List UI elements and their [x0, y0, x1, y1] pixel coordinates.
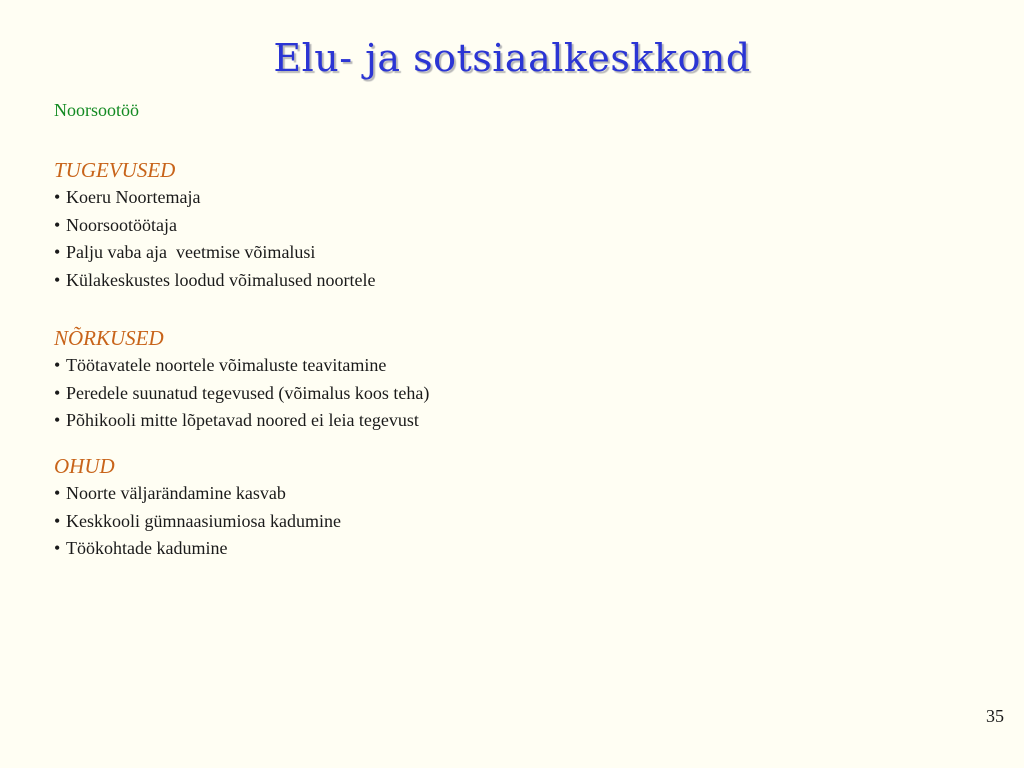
bullet-item	[54, 212, 375, 240]
bullet-item	[54, 535, 341, 563]
bullet-list-weaknesses	[54, 352, 429, 435]
bullet-mark: •	[54, 410, 61, 430]
bullet-item	[54, 267, 375, 295]
bullet-mark: •	[54, 510, 61, 531]
bullet-mark: •	[54, 187, 61, 207]
bullet-mark: •	[54, 269, 61, 290]
section-heading-threats: OHUD	[54, 454, 115, 478]
bullet-mark: •	[54, 355, 61, 375]
bullet-item	[54, 184, 375, 212]
section-threats	[54, 452, 341, 563]
bullet-mark: •	[54, 538, 61, 558]
bullet-text: Töötavatele noortele võimaluste teavitamine	[66, 355, 387, 375]
bullet-mark: •	[54, 483, 61, 503]
bullet-text: Noorsootöötaja	[66, 214, 177, 235]
bullet-item	[54, 380, 429, 408]
bullet-list-strengths	[54, 184, 375, 294]
page-number: 35	[986, 706, 1004, 726]
bullet-list-threats	[54, 480, 341, 563]
section-heading-weaknesses: NÕRKUSED	[54, 326, 164, 350]
bullet-mark: •	[54, 214, 61, 235]
section-weaknesses	[54, 324, 429, 435]
slide-title: Elu- ja sotsiaalkeskkond	[273, 36, 751, 80]
bullet-item	[54, 508, 341, 536]
bullet-text: Palju vaba aja veetmise võimalusi	[66, 242, 316, 262]
bullet-text: Töökohtade kadumine	[66, 538, 228, 558]
bullet-text: Koeru Noortemaja	[66, 187, 201, 207]
bullet-item	[54, 239, 375, 267]
bullet-item	[54, 352, 429, 380]
bullet-mark: •	[54, 242, 61, 262]
bullet-mark: •	[54, 382, 61, 403]
slide-subtitle: Noorsootöö	[54, 100, 139, 120]
bullet-text: Keskkooli gümnaasiumiosa kadumine	[66, 510, 341, 531]
bullet-item	[54, 480, 341, 508]
bullet-text: Noorte väljarändamine kasvab	[66, 483, 286, 503]
bullet-item	[54, 407, 429, 435]
bullet-text: Põhikooli mitte lõpetavad noored ei leia tegevust	[66, 410, 419, 430]
bullet-text: Külakeskustes loodud võimalused noortele	[66, 269, 376, 290]
bullet-text: Peredele suunatud tegevused (võimalus koos teha)	[66, 382, 430, 403]
section-heading-strengths: TUGEVUSED	[54, 158, 176, 182]
section-strengths	[54, 156, 375, 294]
